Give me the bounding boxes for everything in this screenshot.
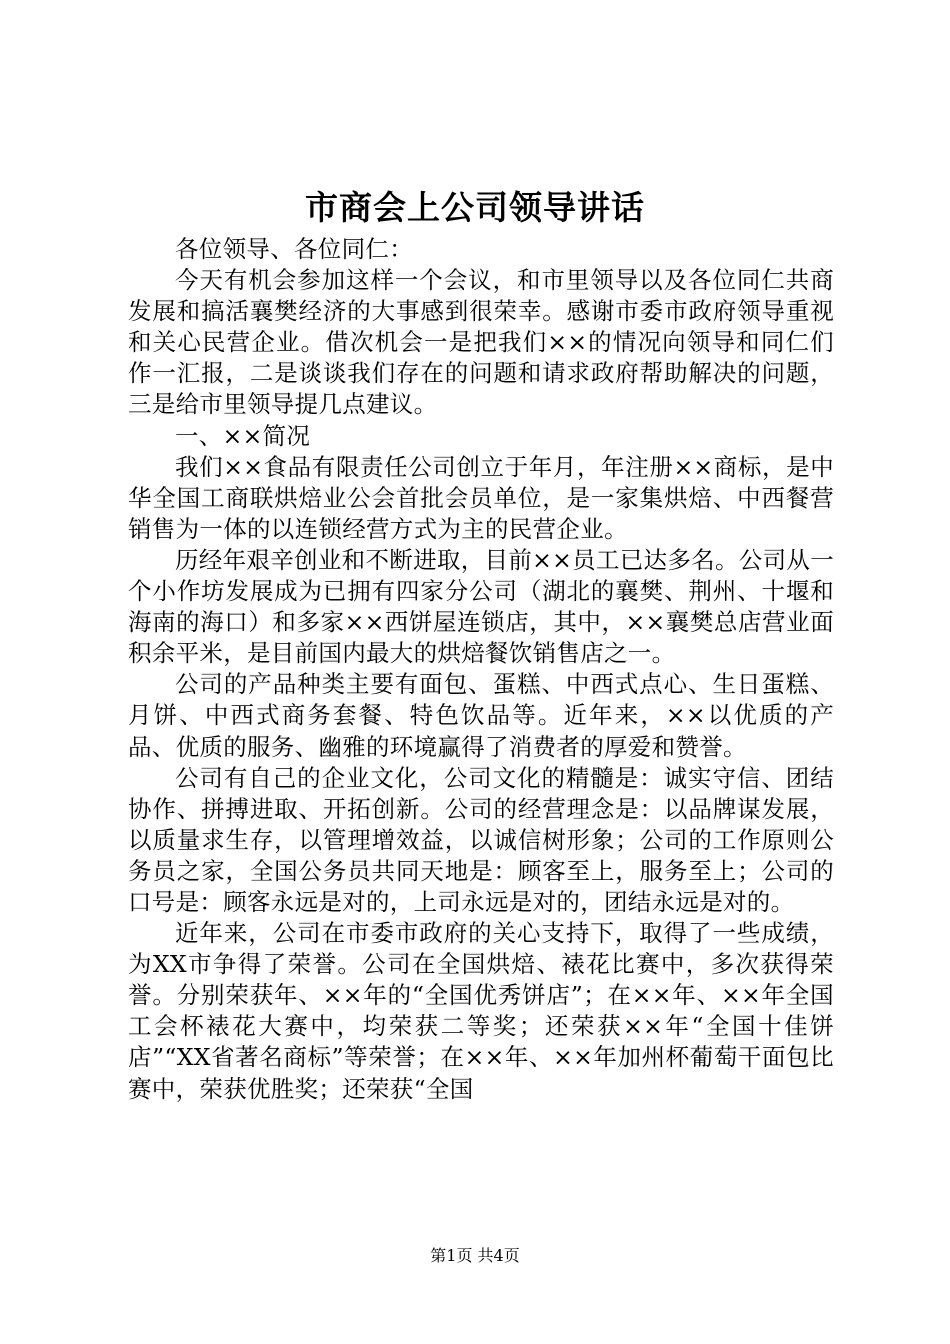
paragraph: 今天有机会参加这样一个会议，和市里领导以及各位同仁共商发展和搞活襄樊经济的大事感到很荣幸。感谢市委市政府领导重视和关心民营企业。借次机会一是把我们××的情况向领导和同仁们作一汇报，二是谈谈我们存在的问题和请求政府帮助解决的问题，三是给市里领导提几点建议。 bbox=[128, 266, 834, 419]
paragraph: 公司有自己的企业文化，公司文化的精髓是：诚实守信、团结协作、拼搏进取、开拓创新。公司的经营理念是：以品牌谋发展，以质量求生存，以管理增效益，以诚信树形象；公司的工作原则公务员之家，全国公务员共同天地是：顾客至上，服务至上；公司的口号是：顾客永远是对的，上司永远是对的，团结永远是对的。 bbox=[128, 763, 834, 916]
paragraph: 公司的产品种类主要有面包、蛋糕、中西式点心、生日蛋糕、月饼、中西式商务套餐、特色饮品等。近年来，××以优质的产品、优质的服务、幽雅的环境赢得了消费者的厚爱和赞誉。 bbox=[128, 670, 834, 761]
document-title: 市商会上公司领导讲话 bbox=[305, 188, 645, 227]
paragraph: 各位领导、各位同仁： bbox=[175, 235, 413, 263]
document-body bbox=[128, 234, 834, 1105]
paragraph: 我们××食品有限责任公司创立于年月，年注册××商标，是中华全国工商联烘焙业公会首批会员单位，是一家集烘焙、中西餐营销售为一体的以连锁经营方式为主的民营企业。 bbox=[128, 452, 834, 543]
section-heading: 一、××简况 bbox=[175, 421, 311, 450]
paragraph: 近年来，公司在市委市政府的关心支持下，取得了一些成绩，为XX市争得了荣誉。公司在全国烘焙、裱花比赛中，多次获得荣誉。分别荣获年、××年的“全国优秀饼店”；在××年、××年全国工会杯裱花大赛中，均荣获二等奖；还荣获××年“全国十佳饼店”“XX省著名商标”等荣誉；在××年、××年加州杯葡萄干面包比赛中，荣获优胜奖；还荣获“全国 bbox=[128, 919, 834, 1103]
paragraph: 历经年艰辛创业和不断进取，目前××员工已达多名。公司从一个小作坊发展成为已拥有四家分公司（湖北的襄樊、荆州、十堰和海南的海口）和多家××西饼屋连锁店，其中，××襄樊总店营业面积余平米，是目前国内最大的烘焙餐饮销售店之一。 bbox=[128, 545, 834, 668]
page-number-footer: 第1页 共4页 bbox=[430, 1246, 520, 1265]
